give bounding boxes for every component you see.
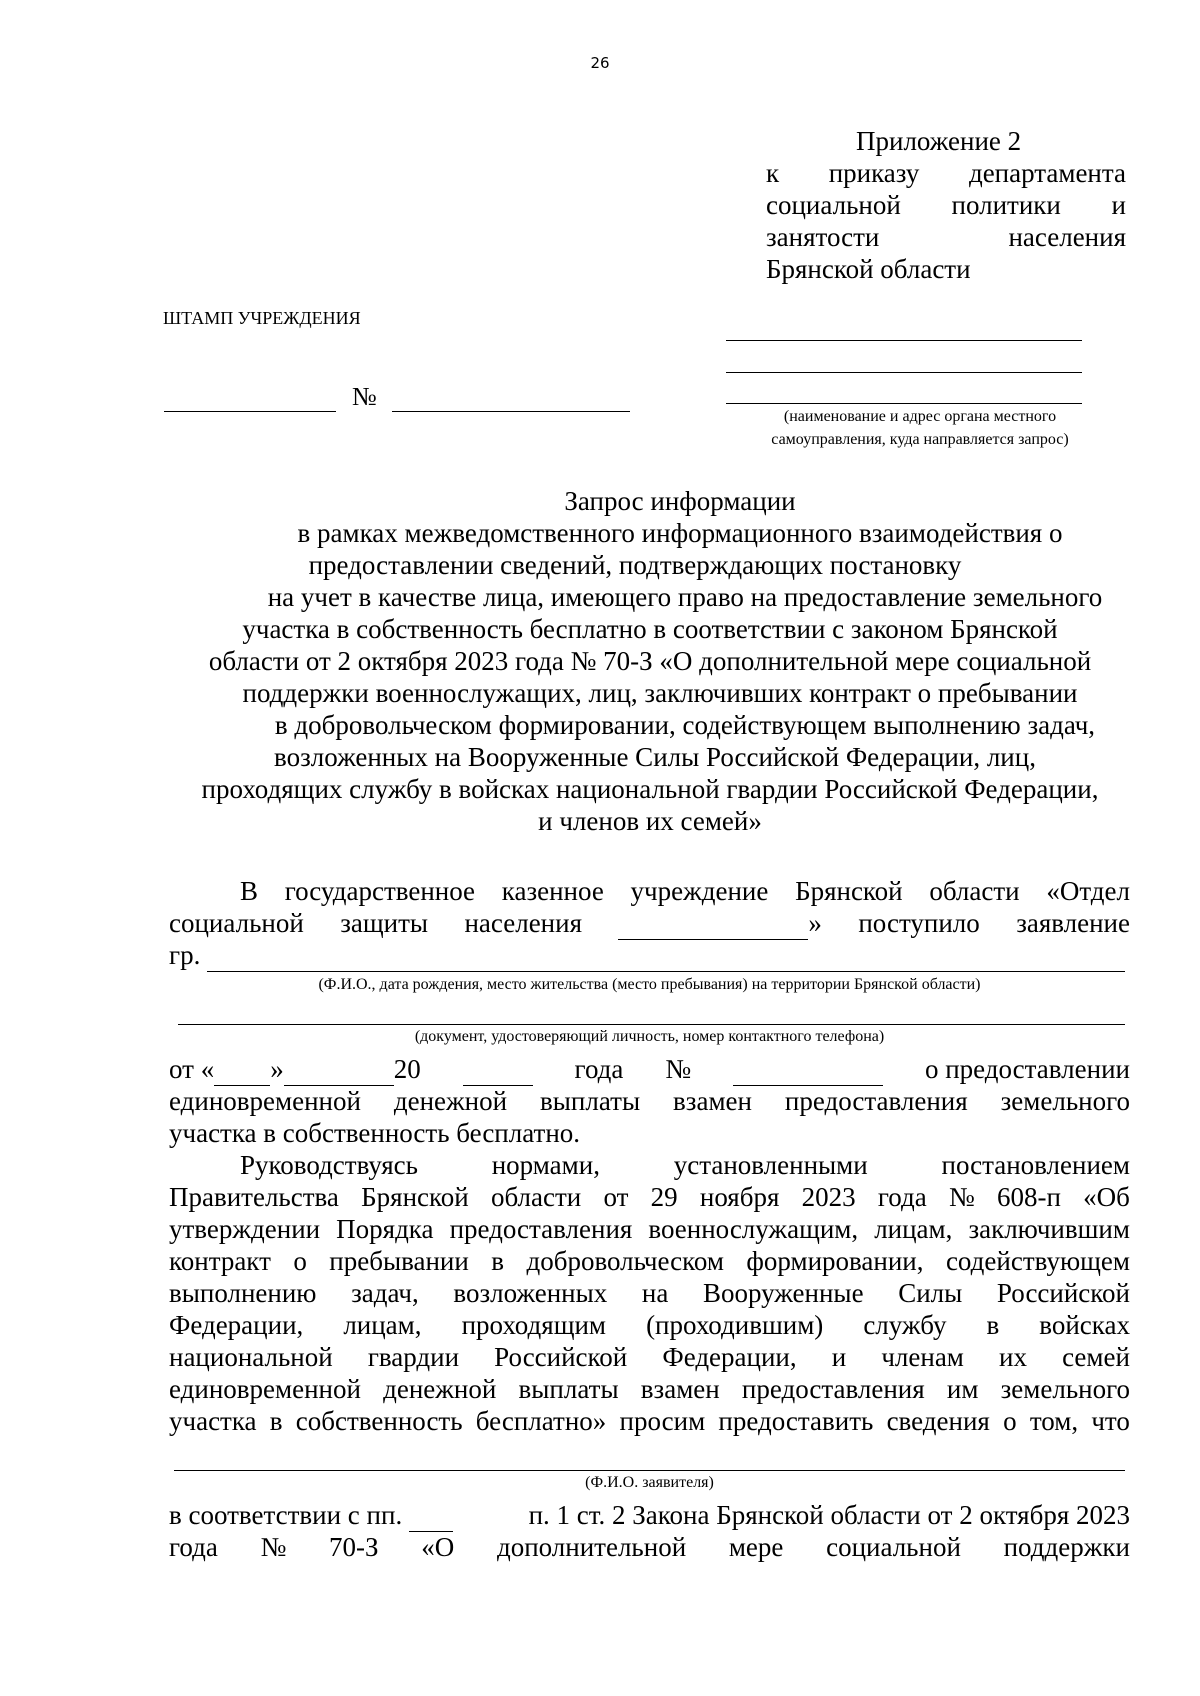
appendix-title: Приложение 2 bbox=[856, 126, 1022, 156]
para1-line-5: единовременной денежной выплаты взамен предоставления земельного bbox=[169, 1086, 1130, 1116]
heading-line-2: в рамках межведомственного информационного взаимодействия о bbox=[297, 518, 1063, 548]
appendix-line-2: социальной политики и bbox=[766, 190, 1126, 220]
subparagraph-blank[interactable] bbox=[409, 1500, 453, 1532]
outgoing-date-line bbox=[164, 411, 336, 412]
appendix-line-3: занятости населения bbox=[766, 222, 1126, 252]
recipient-caption-2: самоуправления, куда направляется запрос) bbox=[771, 431, 1069, 448]
application-month-blank[interactable] bbox=[284, 1054, 394, 1086]
para1-line-2: социальной защиты населения » поступило заявление bbox=[169, 908, 1130, 938]
heading-line-5: участка в собственность бесплатно в соответствии с законом Брянской bbox=[242, 614, 1058, 644]
heading-line-8: в добровольческом формировании, содействующем выполнению задач, bbox=[274, 710, 1096, 740]
heading-line-3: предоставлении сведений, подтверждающих постановку bbox=[308, 550, 962, 580]
applicant-name-line bbox=[207, 971, 1125, 972]
department-name-blank[interactable] bbox=[618, 908, 808, 940]
outgoing-number-line bbox=[392, 411, 630, 412]
para2-line-8: единовременной денежной выплаты взамен предоставления им земельного bbox=[169, 1374, 1130, 1404]
applicant-document-line bbox=[178, 1024, 1125, 1025]
applicant-signature-line bbox=[174, 1470, 1125, 1471]
heading-line-9: возложенных на Вооруженные Силы Российской Федерации, лиц, bbox=[274, 742, 1036, 772]
application-day-blank[interactable] bbox=[214, 1054, 270, 1086]
heading-line-4: на учет в качестве лица, имеющего право на предоставление земельного bbox=[267, 582, 1103, 612]
application-number-blank[interactable] bbox=[733, 1054, 883, 1086]
recipient-caption-1: (наименование и адрес органа местного bbox=[783, 408, 1057, 425]
para1-line-6: участка в собственность бесплатно. bbox=[169, 1118, 581, 1148]
heading-line-7: поддержки военнослужащих, лиц, заключивших контракт о пребывании bbox=[242, 678, 1078, 708]
recipient-line-3 bbox=[726, 403, 1082, 404]
para2-caption: (Ф.И.О. заявителя) bbox=[585, 1474, 714, 1491]
para2-line-2: Правительства Брянской области от 29 ноября 2023 года № 608-п «Об bbox=[169, 1182, 1130, 1212]
recipient-line-1 bbox=[726, 340, 1082, 341]
para2-line-11: года № 70-З «О дополнительной мере социальной поддержки bbox=[169, 1532, 1130, 1562]
para2-line-5: выполнению задач, возложенных на Вооруженные Силы Российской bbox=[169, 1278, 1130, 1308]
para1-caption-1: (Ф.И.О., дата рождения, место жительства (место пребывания) на территории Брянской области) bbox=[318, 976, 981, 993]
page-number: 26 bbox=[590, 54, 610, 72]
appendix-line-4: Брянской области bbox=[766, 254, 971, 284]
para1-line-4: от « » 20 года № о предоставлении bbox=[169, 1054, 1130, 1084]
para1-caption-2: (документ, удостоверяющий личность, номер контактного телефона) bbox=[414, 1028, 885, 1045]
para2-line-7: национальной гвардии Российской Федерации, и членам их семей bbox=[169, 1342, 1130, 1372]
application-year-blank[interactable] bbox=[463, 1054, 533, 1086]
heading-line-11: и членов их семей» bbox=[538, 806, 762, 836]
recipient-line-2 bbox=[726, 372, 1082, 373]
para2-line-1: Руководствуясь нормами, установленными постановлением bbox=[240, 1150, 1130, 1180]
para1-line-3: гр. bbox=[169, 940, 201, 970]
stamp-label: ШТАМП УЧРЕЖДЕНИЯ bbox=[163, 308, 361, 328]
para2-line-4: контракт о пребывании в добровольческом формировании, содействующем bbox=[169, 1246, 1130, 1276]
outgoing-number-sign: № bbox=[352, 382, 377, 411]
para2-line-9: участка в собственность бесплатно» просим предоставить сведения о том, что bbox=[169, 1406, 1130, 1436]
heading-line-10: проходящих службу в войсках национальной гвардии Российской Федерации, bbox=[201, 774, 1099, 804]
heading-line-1: Запрос информации bbox=[564, 486, 796, 516]
para2-line-6: Федерации, лицам, проходящим (проходившим) службу в войсках bbox=[169, 1310, 1130, 1340]
para2-line-10: в соответствии с пп. п. 1 ст. 2 Закона Брянской области от 2 октября 2023 bbox=[169, 1500, 1130, 1530]
heading-line-6: области от 2 октября 2023 года № 70-З «О дополнительной мере социальной bbox=[208, 646, 1092, 676]
para1-line-1: В государственное казенное учреждение Брянской области «Отдел bbox=[240, 876, 1130, 906]
para2-line-3: утверждении Порядка предоставления военнослужащим, лицам, заключившим bbox=[169, 1214, 1130, 1244]
appendix-line-1: к приказу департамента bbox=[766, 158, 1126, 188]
